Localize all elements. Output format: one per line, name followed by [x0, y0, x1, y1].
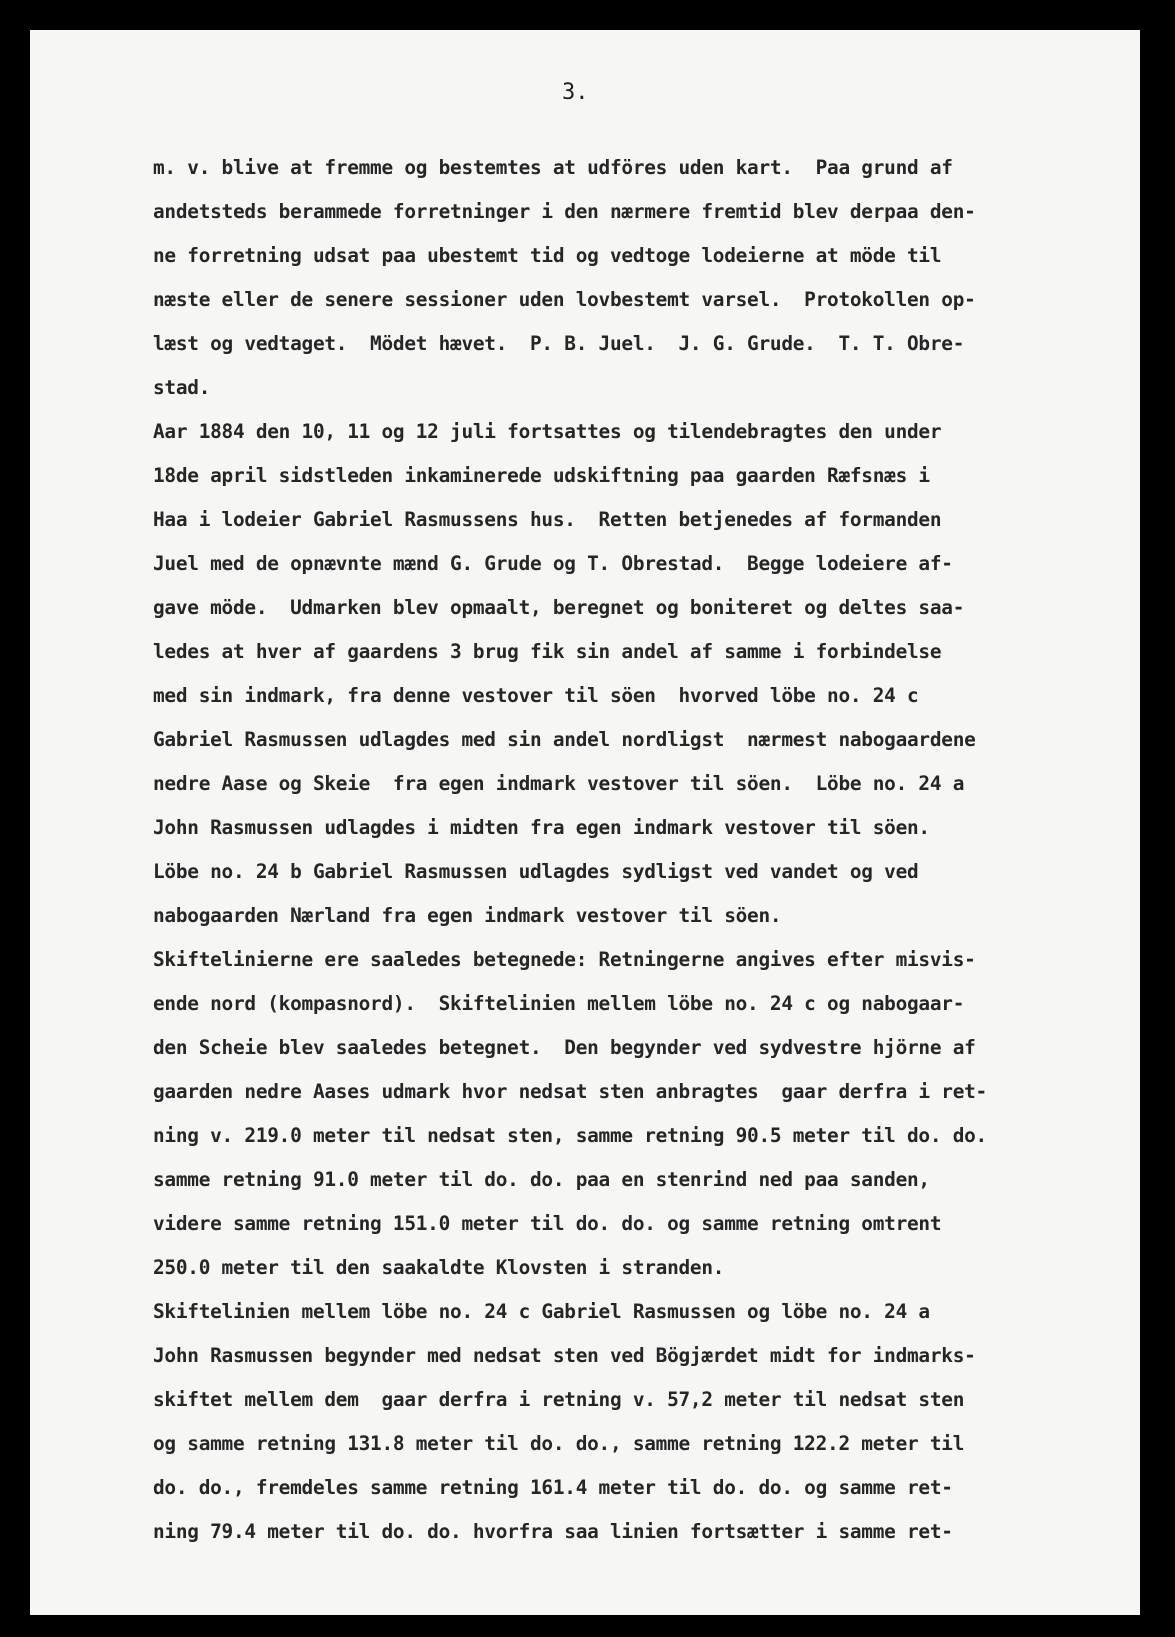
text-line: 250.0 meter til den saakaldte Klovsten i stranden. [153, 1256, 725, 1279]
text-line: skiftet mellem dem gaar derfra i retning v. 57,2 meter til nedsat sten [153, 1388, 965, 1411]
text-line: og samme retning 131.8 meter til do. do., samme retning 122.2 meter til [153, 1432, 965, 1455]
text-line: nedre Aase og Skeie fra egen indmark vestover til söen. Löbe no. 24 a [153, 772, 965, 795]
text-line: gaarden nedre Aases udmark hvor nedsat sten anbragtes gaar derfra i ret- [153, 1080, 987, 1103]
page-number: 3. [562, 80, 589, 105]
text-line: ne forretning udsat paa ubestemt tid og vedtoge lodeierne at möde til [153, 244, 942, 267]
text-line: 18de april sidstleden inkaminerede udskiftning paa gaarden Ræfsnæs i [153, 464, 930, 487]
text-line: læst og vedtaget. Mödet hævet. P. B. Juel. J. G. Grude. T. T. Obre- [153, 332, 965, 355]
text-line: ledes at hver af gaardens 3 brug fik sin andel af samme i forbindelse [153, 640, 942, 663]
text-line: næste eller de senere sessioner uden lovbestemt varsel. Protokollen op- [153, 288, 976, 311]
text-line: m. v. blive at fremme og bestemtes at udföres uden kart. Paa grund af [153, 156, 953, 179]
text-line: med sin indmark, fra denne vestover til söen hvorved löbe no. 24 c [153, 684, 919, 707]
text-line: nabogaarden Nærland fra egen indmark vestover til söen. [153, 904, 782, 927]
text-line: Skiftelinierne ere saaledes betegnede: Retningerne angives efter misvis- [153, 948, 976, 971]
text-line: andetsteds berammede forretninger i den nærmere fremtid blev derpaa den- [153, 200, 976, 223]
text-line: Haa i lodeier Gabriel Rasmussens hus. Retten betjenedes af formanden [153, 508, 942, 531]
text-line: ning 79.4 meter til do. do. hvorfra saa linien fortsætter i samme ret- [153, 1520, 953, 1543]
text-line: Aar 1884 den 10, 11 og 12 juli fortsattes og tilendebragtes den under [153, 420, 942, 443]
text-line: do. do., fremdeles samme retning 161.4 meter til do. do. og samme ret- [153, 1476, 953, 1499]
text-line: ende nord (kompasnord). Skiftelinien mellem löbe no. 24 c og nabogaar- [153, 992, 965, 1015]
text-line: den Scheie blev saaledes betegnet. Den begynder ved sydvestre hjörne af [153, 1036, 976, 1059]
text-line: gave möde. Udmarken blev opmaalt, beregnet og boniteret og deltes saa- [153, 596, 965, 619]
typewritten-page [30, 30, 1140, 1615]
text-line: samme retning 91.0 meter til do. do. paa en stenrind ned paa sanden, [153, 1168, 930, 1191]
text-line: ning v. 219.0 meter til nedsat sten, samme retning 90.5 meter til do. do. [153, 1124, 987, 1147]
text-line: John Rasmussen udlagdes i midten fra egen indmark vestover til söen. [153, 816, 930, 839]
text-line: stad. [153, 376, 211, 399]
body-text [153, 146, 987, 1554]
text-line: Löbe no. 24 b Gabriel Rasmussen udlagdes sydligst ved vandet og ved [153, 860, 919, 883]
text-line: Skiftelinien mellem löbe no. 24 c Gabriel Rasmussen og löbe no. 24 a [153, 1300, 930, 1323]
text-line: Juel med de opnævnte mænd G. Grude og T. Obrestad. Begge lodeiere af- [153, 552, 953, 575]
text-line: videre samme retning 151.0 meter til do. do. og samme retning omtrent [153, 1212, 942, 1235]
text-line: Gabriel Rasmussen udlagdes med sin andel nordligst nærmest nabogaardene [153, 728, 976, 751]
text-line: John Rasmussen begynder med nedsat sten ved Bögjærdet midt for indmarks- [153, 1344, 976, 1367]
